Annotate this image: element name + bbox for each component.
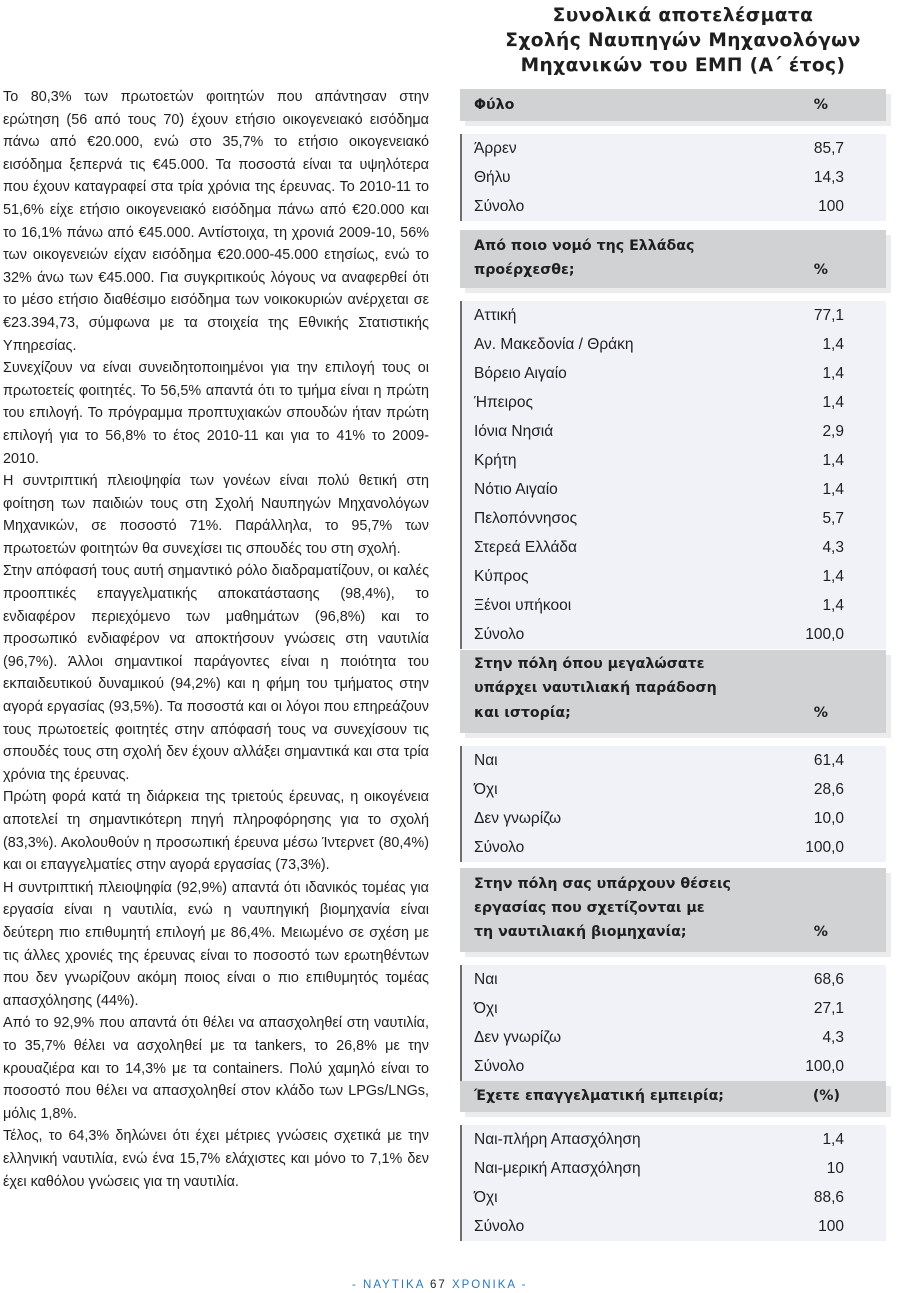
- row-value: 1,4: [822, 394, 844, 411]
- row-value: 100,0: [805, 626, 844, 643]
- table-body: [460, 746, 886, 862]
- row-label: Θήλυ: [474, 169, 511, 186]
- article-paragraph: Τέλος, το 64,3% δηλώνει ότι έχει μέτριες γνώσεις σχετικά με την ελληνική ναυτιλία, ενώ ένα 15,7% ελάχιστες και μόνο το 7,1% δεν έχει καθόλου γνώσεις για τη ναυτιλία.: [3, 1128, 429, 1190]
- row-label: Όχι: [474, 1000, 498, 1017]
- table-row: [462, 620, 886, 649]
- table-header: [460, 1081, 886, 1112]
- results-title-line: Συνολικά αποτελέσματα: [552, 5, 814, 26]
- row-label: Ναι: [474, 971, 498, 988]
- row-value: 4,3: [822, 1029, 844, 1046]
- table-row: [462, 833, 886, 862]
- results-table: [460, 1081, 886, 1241]
- table-row: [462, 192, 886, 221]
- article-body: [3, 86, 429, 1193]
- footer-prefix: - ΝΑΥΤΙΚΑ: [352, 1279, 425, 1291]
- row-value: 77,1: [813, 307, 844, 324]
- table-row: [462, 301, 886, 330]
- table-header: [460, 89, 886, 121]
- row-label: Όχι: [474, 781, 498, 798]
- page-number: 67: [429, 1279, 447, 1291]
- table-question: Στην πόλη σας υπάρχουν θέσεις: [474, 876, 731, 892]
- table-row: [462, 1125, 886, 1154]
- table-header: [460, 230, 886, 288]
- table-row: [462, 746, 886, 775]
- table-body: [460, 1125, 886, 1241]
- row-label: Σύνολο: [474, 1058, 525, 1075]
- row-label: Ναι-πλήρη Απασχόληση: [474, 1131, 641, 1148]
- results-table: [460, 650, 886, 862]
- table-row: [462, 533, 886, 562]
- row-label: Άρρεν: [474, 140, 517, 157]
- table-row: [462, 359, 886, 388]
- row-value: 68,6: [813, 971, 844, 988]
- table-question: προέρχεσθε;: [474, 262, 575, 278]
- row-value: 1,4: [822, 452, 844, 469]
- table-pct-label: %: [813, 262, 828, 278]
- results-table: [460, 230, 886, 649]
- table-row: [462, 163, 886, 192]
- article-paragraph: Συνεχίζουν να είναι συνειδητοποιημένοι για την επιλογή τους οι πρωτοετείς φοιτητές. Το 56,5% απαντά ότι το τμήμα είναι η πρώτη του επιλογή. Το πρόγραμμα προπτυχιακών σπουδών ήταν πρώτη επιλογή για το 56,8% το έτος 2010-11 και για το 41% το 2009-2010.: [3, 360, 429, 467]
- row-value: 88,6: [813, 1189, 844, 1206]
- row-value: 28,6: [813, 781, 844, 798]
- table-question: τη ναυτιλιακή βιομηχανία;: [474, 924, 687, 940]
- row-label: Πελοπόννησος: [474, 510, 578, 527]
- table-row: [462, 1052, 886, 1081]
- row-label: Αττική: [474, 307, 517, 324]
- row-value: 10,0: [813, 810, 844, 827]
- article-paragraph: Το 80,3% των πρωτοετών φοιτητών που απάντησαν στην ερώτηση (56 από τους 70) έχουν ετήσιο οικογενειακό εισόδημα πάνω από €20.000, ενώ στο 35,7% το ετήσιο οικογενειακό εισόδημα ξεπερνά τις €45.000. Τα ποσοστά είναι τα υψηλότερα που έχουν καταγραφεί στα τρία χρόνια της έρευνας. Το 2010-11 το 51,6% είχε ετήσιο οικογενειακό εισόδημα πάνω από €20.000 και το 16,1% πάνω από €45.000. Αντίστοιχα, τη χρονιά 2009-10, 56% των οικογενειών είχαν εισόδημα €20.000-45.000 ετησίως, ενώ το 32% άνω των €45.000. Για συγκριτικούς λόγους να αναφερθεί ότι το μέσο ετήσιο διαθέσιμο εισόδημα των νοικοκυριών ανέρχεται σε €23.394,73, σύμφωνα με τα στοιχεία της Εθνικής Στατιστικής Υπηρεσίας.: [3, 89, 429, 354]
- table-question: Έχετε επαγγελματική εμπειρία;: [474, 1088, 724, 1104]
- row-label: Ναι: [474, 752, 498, 769]
- article-paragraph: Από το 92,9% που απαντά ότι θέλει να απασχοληθεί στη ναυτιλία, το 35,7% θέλει να ασχοληθεί με τα tankers, το 26,8% με την κρουαζιέρα και το 14,3% με τα containers. Πολύ χαμηλό είναι το ποσοστό που θέλει να απασχοληθεί στον κλάδο των LPGs/LNGs, μόλις 1,8%.: [3, 1015, 429, 1122]
- row-label: Ήπειρος: [474, 394, 533, 411]
- row-value: 14,3: [813, 169, 844, 186]
- row-value: 10: [826, 1160, 844, 1177]
- table-header: [460, 868, 886, 952]
- table-pct-label: (%): [812, 1088, 840, 1104]
- row-value: 100: [818, 1218, 844, 1235]
- row-value: 100,0: [805, 839, 844, 856]
- table-row: [462, 1154, 886, 1183]
- results-title: [474, 0, 892, 78]
- row-label: Σύνολο: [474, 198, 525, 215]
- table-row: [462, 1212, 886, 1241]
- table-pct-label: %: [813, 97, 828, 113]
- row-value: 1,4: [822, 1131, 844, 1148]
- article-paragraph: Η συντριπτική πλειοψηφία των γονέων είναι πολύ θετική στη φοίτηση των παιδιών τους στη Σχολή Ναυπηγών Μηχανολόγων Μηχανικών, σε ποσοστό 71%. Παράλληλα, το 95,7% των πρωτοετών φοιτητών θα συνεχίσει τις σπουδές του στη σχολή.: [3, 473, 429, 557]
- row-label: Δεν γνωρίζω: [474, 1029, 562, 1046]
- row-label: Βόρειο Αιγαίο: [474, 365, 567, 382]
- results-title-line: Μηχανικών του ΕΜΠ (Α΄ έτος): [520, 55, 846, 76]
- row-label: Όχι: [474, 1189, 498, 1206]
- table-pct-label: %: [813, 924, 828, 940]
- row-value: 61,4: [813, 752, 844, 769]
- row-value: 4,3: [822, 539, 844, 556]
- row-label: Κύπρος: [474, 568, 529, 585]
- row-label: Αν. Μακεδονία / Θράκη: [474, 336, 634, 353]
- results-title-line: Σχολής Ναυπηγών Μηχανολόγων: [505, 30, 861, 51]
- table-body: [460, 134, 886, 221]
- results-table: [460, 89, 886, 221]
- row-value: 1,4: [822, 481, 844, 498]
- row-label: Δεν γνωρίζω: [474, 810, 562, 827]
- row-label: Κρήτη: [474, 452, 517, 469]
- table-row: [462, 446, 886, 475]
- row-value: 2,9: [822, 423, 844, 440]
- table-question: Από ποιο νομό της Ελλάδας: [474, 238, 695, 254]
- table-header: [460, 650, 886, 733]
- table-question: υπάρχει ναυτιλιακή παράδοση: [474, 680, 717, 696]
- article-paragraph: Η συντριπτική πλειοψηφία (92,9%) απαντά ότι ιδανικός τομέας για εργασία είναι η ναυτιλία, ενώ η ναυπηγική βιομηχανία είναι δεύτερη πιο επιθυμητή επιλογή με 86,4%. Μειωμένο σε σχέση με τις άλλες χρονιές της έρευνας είναι το ποσοστό των ερωτηθέντων που δεν γνωρίζουν ακόμη ποιος είναι ο πιο επιθυμητός τομέας απασχόλησης (44%).: [3, 879, 429, 1009]
- footer-suffix: ΧΡΟΝΙΚΑ -: [451, 1279, 528, 1291]
- results-table: [460, 868, 886, 1081]
- row-value: 5,7: [822, 510, 844, 527]
- table-body: [460, 301, 886, 649]
- row-value: 100: [818, 198, 844, 215]
- table-question: και ιστορία;: [474, 705, 571, 721]
- table-pct-label: %: [813, 705, 828, 721]
- table-row: [462, 562, 886, 591]
- table-question: Φύλο: [474, 97, 515, 113]
- table-row: [462, 775, 886, 804]
- row-label: Σύνολο: [474, 839, 525, 856]
- row-value: 27,1: [813, 1000, 844, 1017]
- row-value: 1,4: [822, 336, 844, 353]
- row-label: Ιόνια Νησιά: [474, 423, 554, 440]
- table-row: [462, 1183, 886, 1212]
- row-value: 1,4: [822, 568, 844, 585]
- row-label: Σύνολο: [474, 1218, 525, 1235]
- table-row: [462, 330, 886, 359]
- article-paragraph: Πρώτη φορά κατά τη διάρκεια της τριετούς έρευνας, η οικογένεια αποτελεί τη σημαντικότερη πηγή πληροφόρησης για το σχολή (83,3%). Ακολουθούν η προσωπική έρευνα μέσω Ίντερνετ (80,4%) και οι επαγγελματίες στην αγορά εργασίας (73,3%).: [3, 789, 429, 874]
- table-row: [462, 504, 886, 533]
- table-row: [462, 804, 886, 833]
- table-row: [462, 417, 886, 446]
- table-row: [462, 388, 886, 417]
- row-value: 100,0: [805, 1058, 844, 1075]
- table-row: [462, 591, 886, 620]
- row-label: Ξένοι υπήκοοι: [474, 597, 572, 614]
- row-label: Ναι-μερική Απασχόληση: [474, 1160, 641, 1177]
- table-row: [462, 134, 886, 163]
- row-label: Στερεά Ελλάδα: [474, 539, 578, 556]
- row-label: Νότιο Αιγαίο: [474, 481, 558, 498]
- article-paragraph: Στην απόφασή τους αυτή σημαντικό ρόλο διαδραματίζουν, οι καλές προοπτικές επαγγελματικής αποκατάστασης (98,4%), το ενδιαφέρον περιεχόμενο των μαθημάτων (96,8%) και το προσωπικό ενδιαφέρον να αποκτήσουν γνώσεις στη ναυτιλία (96,7%). Άλλοι σημαντικοί παράγοντες είναι η ποιότητα του εκπαιδευτικού δυναμικού (94,2%) και η φήμη του τμήματος στην αγορά εργασίας (93,5%). Τα ποσοστά και οι λόγοι που επηρεάζουν τους πρωτοετείς φοιτητές στην απόφασή τους να συνεχίσουν τις σπουδές τους στη σχολή δεν έχουν αλλάξει σημαντικά και στα τρία χρόνια της έρευνας.: [3, 563, 429, 783]
- results-panel: [460, 0, 892, 1235]
- row-value: 85,7: [813, 140, 844, 157]
- table-row: [462, 965, 886, 994]
- row-value: 1,4: [822, 597, 844, 614]
- table-question: Στην πόλη όπου μεγαλώσατε: [474, 656, 705, 672]
- row-value: 1,4: [822, 365, 844, 382]
- table-row: [462, 1023, 886, 1052]
- table-row: [462, 994, 886, 1023]
- table-question: εργασίας που σχετίζονται με: [474, 900, 705, 916]
- row-label: Σύνολο: [474, 626, 525, 643]
- table-body: [460, 965, 886, 1081]
- table-row: [462, 475, 886, 504]
